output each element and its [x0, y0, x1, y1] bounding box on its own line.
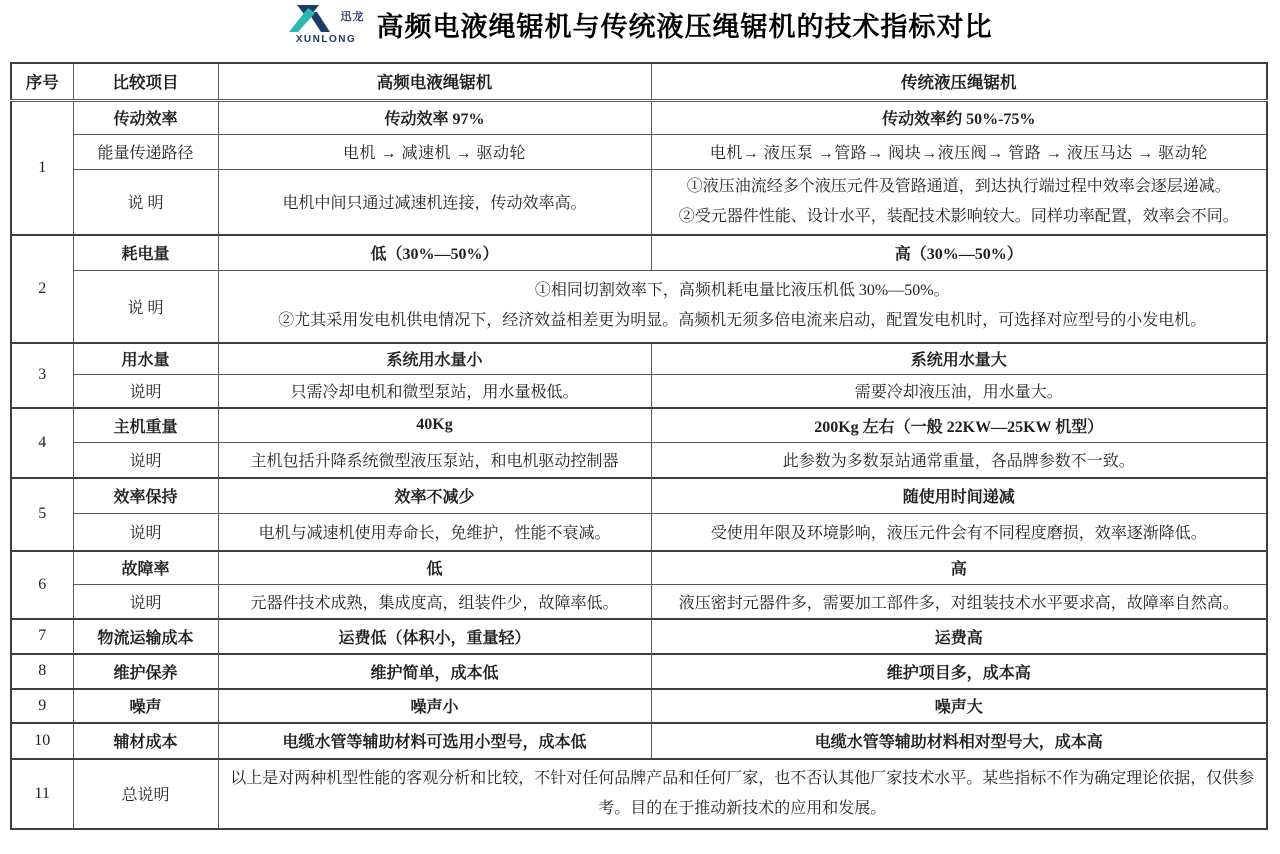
row-label: 说明	[73, 375, 218, 408]
section-number: 1	[11, 100, 73, 235]
section-number: 9	[11, 689, 73, 723]
table-row	[11, 478, 1267, 514]
desc-hf: 只需冷却电机和微型泵站，用水量极低。	[218, 375, 651, 408]
table-row	[11, 654, 1267, 689]
section-number: 4	[11, 408, 73, 478]
row-label: 物流运输成本	[73, 619, 218, 654]
value-trad: 随使用时间递减	[651, 478, 1267, 514]
desc-merged	[218, 759, 1267, 829]
row-label: 维护保养	[73, 654, 218, 689]
table-row	[11, 235, 1267, 271]
title-bar	[0, 4, 1280, 45]
value-hf: 电缆水管等辅助材料可选用小型号，成本低	[218, 723, 651, 759]
section-number: 11	[11, 759, 73, 829]
table-row	[11, 134, 1267, 169]
desc-line: ①液压油流经多个液压元件及管路通道，到达执行端过程中效率会逐层递减。	[686, 177, 1231, 195]
value-trad: 200Kg 左右（一般 22KW—25KW 机型）	[651, 408, 1267, 443]
brand-name-label: XUNLONG	[295, 34, 357, 45]
header-col-hf: 高频电液绳锯机	[218, 63, 651, 100]
row-label: 总说明	[73, 759, 218, 829]
value-trad: 传动效率约 50%-75%	[651, 100, 1267, 134]
row-label: 用水量	[73, 343, 218, 375]
desc-hf: 主机包括升降系统微型液压泵站，和电机驱动控制器	[218, 443, 651, 478]
value-trad: 高（30%—50%）	[651, 235, 1267, 271]
row-label: 传动效率	[73, 100, 218, 134]
row-label: 耗电量	[73, 235, 218, 271]
desc-hf: 电机与减速机使用寿命长，免维护，性能不衰减。	[218, 514, 651, 551]
section-number: 7	[11, 619, 73, 654]
value-hf: 传动效率 97%	[218, 100, 651, 134]
section-number: 3	[11, 343, 73, 408]
desc-line: ②受元器件性能、设计水平，装配技术影响较大。同样功率配置，效率会不同。	[678, 207, 1239, 225]
table-header-row	[11, 63, 1267, 100]
section-number: 6	[11, 551, 73, 619]
value-hf: 低	[218, 551, 651, 585]
xunlong-x-icon	[288, 4, 338, 34]
value-trad: 电缆水管等辅助材料相对型号大，成本高	[651, 723, 1267, 759]
row-label: 说 明	[73, 271, 218, 343]
value-hf: 运费低（体积小，重量轻）	[218, 619, 651, 654]
row-label: 故障率	[73, 551, 218, 585]
value-hf: 系统用水量小	[218, 343, 651, 375]
header-col-no: 序号	[11, 63, 73, 100]
value-hf: 效率不减少	[218, 478, 651, 514]
table-row	[11, 169, 1267, 235]
table-row	[11, 585, 1267, 619]
value-hf: 低（30%—50%）	[218, 235, 651, 271]
header-col-item: 比较项目	[73, 63, 218, 100]
table-row	[11, 759, 1267, 829]
table-row	[11, 619, 1267, 654]
desc-line: 以上是对两种机型性能的客观分析和比较，不针对任何品牌产品和任何厂家，也不否认其他厂家技术水平。某些指标不作为确定理论依据，仅供参考。目的在于推动新技术的应用和发展。	[230, 769, 1255, 817]
desc-trad: 受使用年限及环境影响，液压元件会有不同程度磨损，效率逐渐降低。	[651, 514, 1267, 551]
table-row	[11, 375, 1267, 408]
table-row	[11, 343, 1267, 375]
row-label: 效率保持	[73, 478, 218, 514]
row-label: 辅材成本	[73, 723, 218, 759]
value-trad: 运费高	[651, 619, 1267, 654]
table-row	[11, 723, 1267, 759]
desc-trad: 需要冷却液压油，用水量大。	[651, 375, 1267, 408]
brand-logo	[288, 4, 365, 45]
row-label: 说明	[73, 443, 218, 478]
brand-chinese-label: 迅龙	[340, 11, 365, 23]
table-row	[11, 100, 1267, 134]
value-hf: 电机 → 减速机 → 驱动轮	[218, 134, 651, 169]
table-row	[11, 408, 1267, 443]
table-row	[11, 271, 1267, 343]
table-row	[11, 689, 1267, 723]
row-label: 说 明	[73, 169, 218, 235]
brand-logo-top	[288, 4, 365, 34]
table-row	[11, 551, 1267, 585]
table-row	[11, 443, 1267, 478]
row-label: 噪声	[73, 689, 218, 723]
value-hf: 维护简单，成本低	[218, 654, 651, 689]
desc-trad: 此参数为多数泵站通常重量，各品牌参数不一致。	[651, 443, 1267, 478]
value-trad: 噪声大	[651, 689, 1267, 723]
desc-line: ②尤其采用发电机供电情况下，经济效益相差更为明显。高频机无须多倍电流来启动，配置发电机时，可选择对应型号的小发电机。	[278, 312, 1207, 330]
section-number: 2	[11, 235, 73, 343]
section-number: 10	[11, 723, 73, 759]
desc-hf: 电机中间只通过减速机连接，传动效率高。	[218, 169, 651, 235]
row-label: 说明	[73, 585, 218, 619]
section-number: 8	[11, 654, 73, 689]
value-trad: 维护项目多，成本高	[651, 654, 1267, 689]
desc-line: ①相同切割效率下，高频机耗电量比液压机低 30%—50%。	[534, 282, 950, 300]
desc-hf: 元器件技术成熟，集成度高，组装件少，故障率低。	[218, 585, 651, 619]
row-label: 主机重量	[73, 408, 218, 443]
value-trad: 系统用水量大	[651, 343, 1267, 375]
value-hf: 40Kg	[218, 408, 651, 443]
header-col-trad: 传统液压绳锯机	[651, 63, 1267, 100]
section-number: 5	[11, 478, 73, 551]
row-label: 能量传递路径	[73, 134, 218, 169]
desc-trad: 液压密封元器件多，需要加工部件多，对组装技术水平要求高，故障率自然高。	[651, 585, 1267, 619]
row-label: 说明	[73, 514, 218, 551]
value-trad: 电机→ 液压泵 →管路→ 阀块→液压阀→ 管路 → 液压马达 → 驱动轮	[651, 134, 1267, 169]
desc-merged	[218, 271, 1267, 343]
page-title: 高频电液绳锯机与传统液压绳锯机的技术指标对比	[376, 12, 993, 42]
comparison-table	[10, 62, 1268, 830]
value-hf: 噪声小	[218, 689, 651, 723]
value-trad: 高	[651, 551, 1267, 585]
desc-trad	[651, 169, 1267, 235]
table-row	[11, 514, 1267, 551]
